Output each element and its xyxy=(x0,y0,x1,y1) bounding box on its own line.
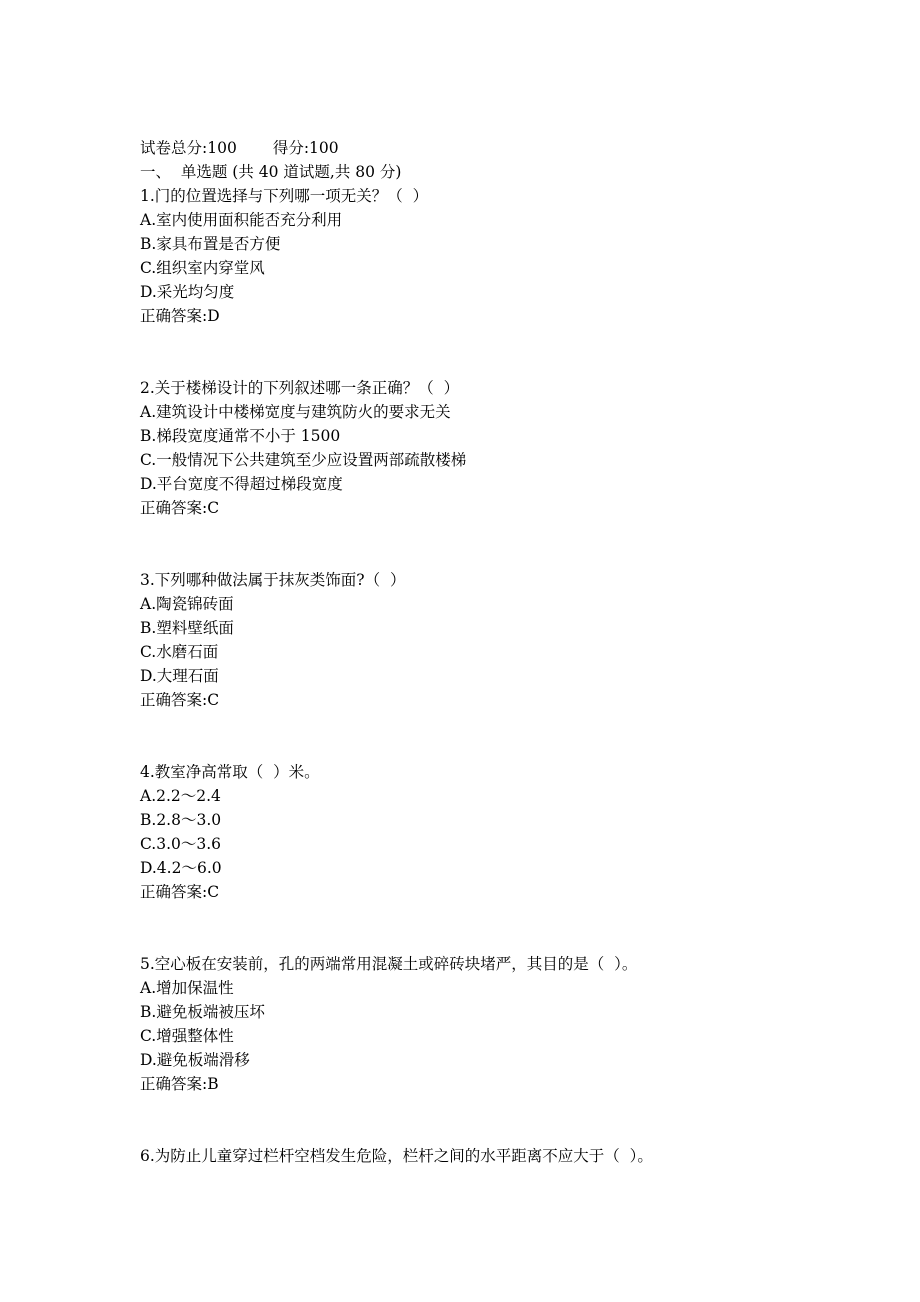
option-b: B.梯段宽度通常不小于 1500 xyxy=(140,427,341,445)
option-c: C.组织室内穿堂风 xyxy=(140,259,265,277)
obtained-score: 得分:100 xyxy=(272,139,339,157)
option-a: A.增加保温性 xyxy=(140,979,234,997)
option-c: C.水磨石面 xyxy=(140,643,219,661)
section-title: 一、 单选题 (共 40 道试题,共 80 分) xyxy=(140,163,402,181)
option-a: A.室内使用面积能否充分利用 xyxy=(140,211,343,229)
question-stem: 3.下列哪种做法属于抹灰类饰面?（ ） xyxy=(140,571,406,589)
correct-answer: 正确答案:C xyxy=(140,499,220,517)
question-stem: 5.空心板在安装前，孔的两端常用混凝土或碎砖块堵严，其目的是（ ）。 xyxy=(140,955,638,973)
score-summary xyxy=(140,136,880,160)
option-c: C.增强整体性 xyxy=(140,1027,234,1045)
question-6 xyxy=(140,1144,880,1168)
question-4 xyxy=(140,760,880,904)
correct-answer: 正确答案:C xyxy=(140,883,220,901)
question-5 xyxy=(140,952,880,1096)
option-d: D.平台宽度不得超过梯段宽度 xyxy=(140,475,343,493)
question-2 xyxy=(140,376,880,520)
question-stem: 2.关于楼梯设计的下列叙述哪一条正确？（ ） xyxy=(140,379,460,397)
option-d: D.避免板端滑移 xyxy=(140,1051,250,1069)
option-b: B.避免板端被压坏 xyxy=(140,1003,265,1021)
total-score: 试卷总分:100 xyxy=(140,139,237,157)
option-a: A.2.2～2.4 xyxy=(140,787,221,805)
option-b: B.家具布置是否方便 xyxy=(140,235,281,253)
option-c: C.3.0～3.6 xyxy=(140,835,222,853)
option-a: A.建筑设计中楼梯宽度与建筑防火的要求无关 xyxy=(140,403,451,421)
option-b: B.塑料壁纸面 xyxy=(140,619,234,637)
correct-answer: 正确答案:C xyxy=(140,691,220,709)
question-stem: 6.为防止儿童穿过栏杆空档发生危险，栏杆之间的水平距离不应大于（ ）。 xyxy=(140,1147,653,1165)
option-c: C.一般情况下公共建筑至少应设置两部疏散楼梯 xyxy=(140,451,467,469)
option-b: B.2.8～3.0 xyxy=(140,811,222,829)
option-d: D.4.2～6.0 xyxy=(140,859,222,877)
correct-answer: 正确答案:B xyxy=(140,1075,219,1093)
option-a: A.陶瓷锦砖面 xyxy=(140,595,234,613)
option-d: D.采光均匀度 xyxy=(140,283,235,301)
option-d: D.大理石面 xyxy=(140,667,219,685)
question-1 xyxy=(140,184,880,328)
exam-document xyxy=(140,136,880,1168)
question-stem: 4.教室净高常取（ ）米。 xyxy=(140,763,320,781)
correct-answer: 正确答案:D xyxy=(140,307,220,325)
question-3 xyxy=(140,568,880,712)
question-stem: 1.门的位置选择与下列哪一项无关？（ ） xyxy=(140,187,429,205)
